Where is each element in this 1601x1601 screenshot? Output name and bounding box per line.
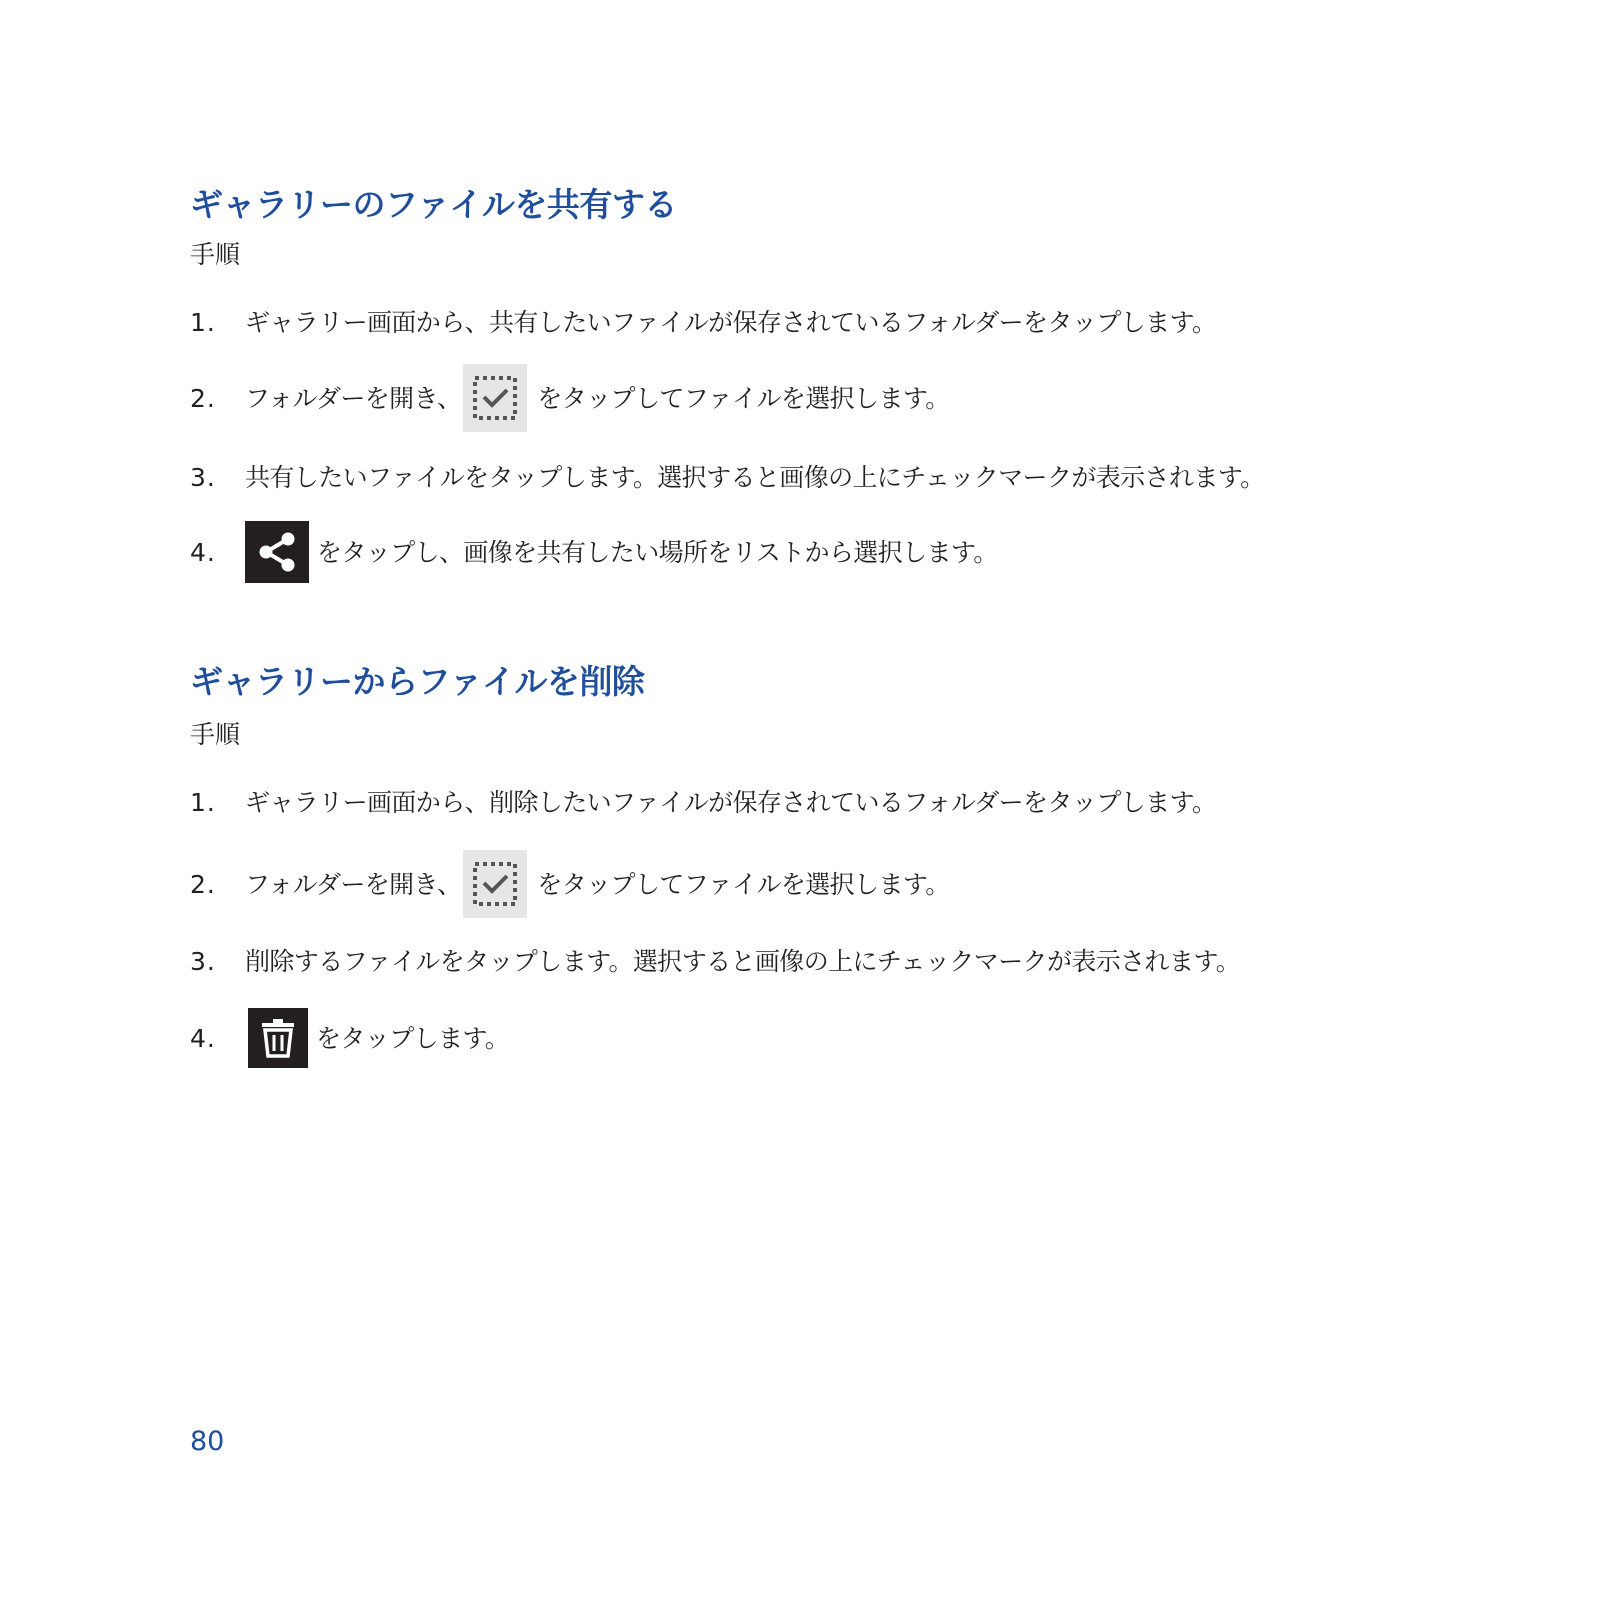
step-text-after: をタップしてファイルを選択します。 — [537, 869, 950, 899]
procedure-label: 手順 — [190, 240, 241, 269]
select-checkbox-icon — [463, 364, 527, 432]
step-text-before: フォルダーを開き、 — [245, 869, 462, 899]
step-text: ギャラリー画面から、削除したいファイルが保存されているフォルダーをタップします。 — [245, 787, 1217, 817]
step-number: 4. — [190, 1023, 216, 1053]
step-number: 1. — [190, 307, 216, 337]
step-number: 4. — [190, 537, 216, 567]
step-text-after: をタップします。 — [316, 1023, 510, 1053]
step-text: 削除するファイルをタップします。選択すると画像の上にチェックマークが表示されます。 — [245, 946, 1241, 976]
delete-step-3 — [190, 941, 1240, 981]
section-title-share: ギャラリーのファイルを共有する — [190, 185, 677, 224]
share-step-4 — [190, 532, 998, 572]
step-number: 2. — [190, 869, 216, 899]
share-step-2 — [190, 378, 950, 418]
delete-step-2 — [190, 864, 950, 904]
delete-step-1 — [190, 782, 1216, 822]
procedure-label: 手順 — [190, 720, 241, 749]
step-text: 共有したいファイルをタップします。選択すると画像の上にチェックマークが表示されます。 — [245, 462, 1265, 492]
step-number: 3. — [190, 462, 216, 492]
select-checkbox-icon — [463, 850, 527, 918]
page-number: 80 — [190, 1426, 225, 1457]
section-title-delete: ギャラリーからファイルを削除 — [190, 662, 645, 701]
step-number: 1. — [190, 787, 216, 817]
step-text-after: をタップしてファイルを選択します。 — [537, 383, 950, 413]
step-text-before: フォルダーを開き、 — [245, 383, 462, 413]
step-number: 3. — [190, 946, 216, 976]
trash-icon — [248, 1008, 308, 1068]
step-number: 2. — [190, 383, 216, 413]
share-icon — [245, 521, 309, 583]
step-text: ギャラリー画面から、共有したいファイルが保存されているフォルダーをタップします。 — [245, 307, 1217, 337]
share-step-3 — [190, 457, 1265, 497]
share-step-1 — [190, 302, 1216, 342]
step-text-after: をタップし、画像を共有したい場所をリストから選択します。 — [317, 537, 998, 567]
delete-step-4 — [190, 1018, 509, 1058]
